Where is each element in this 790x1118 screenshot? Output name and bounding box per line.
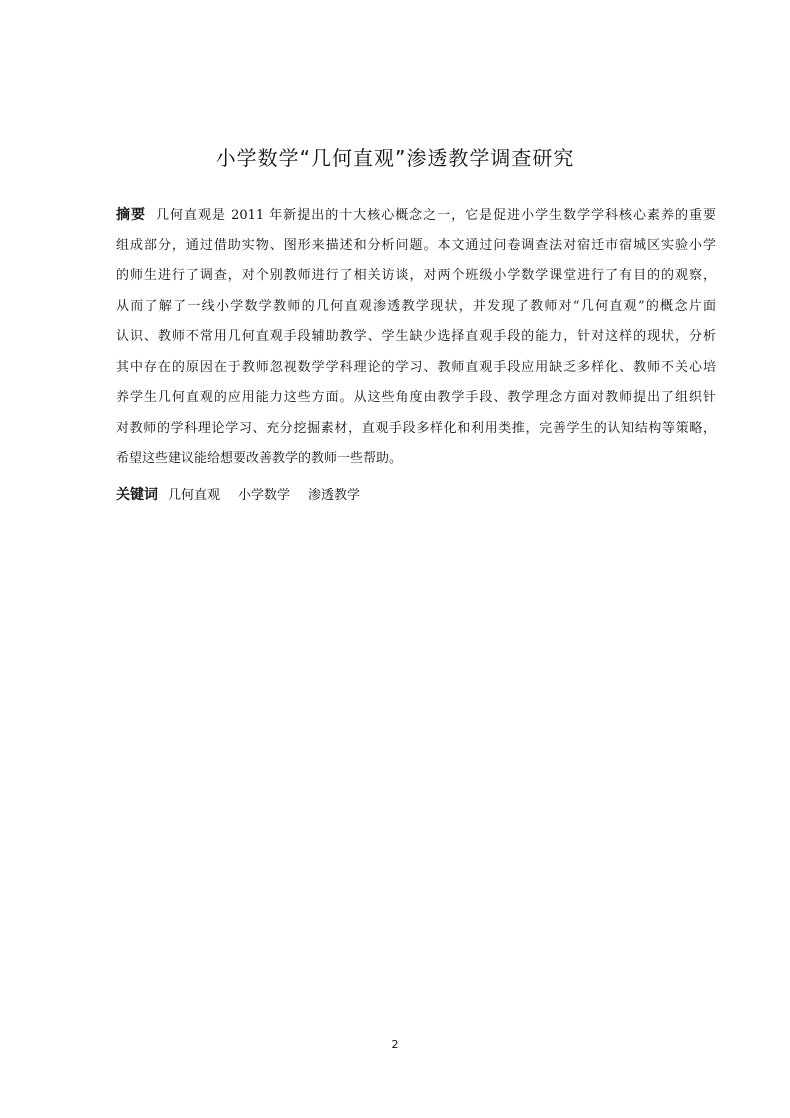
keywords-label: 关键词 [116, 487, 158, 503]
keyword: 小学数学 [238, 488, 291, 503]
abstract-line: 从而了解了一线小学数学教师的几何直观渗透教学现状，并发现了教师对“几何直观”的概念片面 [116, 298, 716, 314]
keyword: 几何直观 [168, 488, 221, 503]
abstract-line: 其中存在的原因在于教师忽视数学学科理论的学习、教师直观手段应用缺乏多样化、教师不关心培 [116, 359, 716, 375]
abstract-section [116, 204, 716, 479]
abstract-line: 组成部分，通过借助实物、图形来描述和分析问题。本文通过问卷调查法对宿迁市宿城区实验小学 [116, 237, 716, 253]
abstract-line: 对教师的学科理论学习、充分挖掘素材，直观手段多样化和利用类推，完善学生的认知结构等策略， [116, 420, 716, 436]
keyword: 渗透教学 [308, 488, 361, 503]
abstract-line: 养学生几何直观的应用能力这些方面。从这些角度由教学手段、教学理念方面对教师提出了组织针 [116, 390, 716, 405]
abstract-line-text: 几何直观是 2011 年新提出的十大核心概念之一，它是促进小学生数学学科核心素养的重要 [155, 208, 716, 223]
abstract-line: 的师生进行了调查，对个别教师进行了相关访谈，对两个班级小学数学课堂进行了有目的的观察， [116, 268, 716, 283]
page-number: 2 [391, 1038, 399, 1051]
abstract-line [116, 204, 716, 235]
page-title: 小学数学“几何直观”渗透教学调查研究 [215, 146, 575, 170]
abstract-line: 认识、教师不常用几何直观手段辅助教学、学生缺少选择直观手段的能力，针对这样的现状，分析 [116, 329, 716, 344]
abstract-label: 摘要 [116, 207, 146, 223]
abstract-line: 希望这些建议能给想要改善教学的教师一些帮助。 [116, 451, 403, 466]
keywords-section [116, 484, 378, 507]
